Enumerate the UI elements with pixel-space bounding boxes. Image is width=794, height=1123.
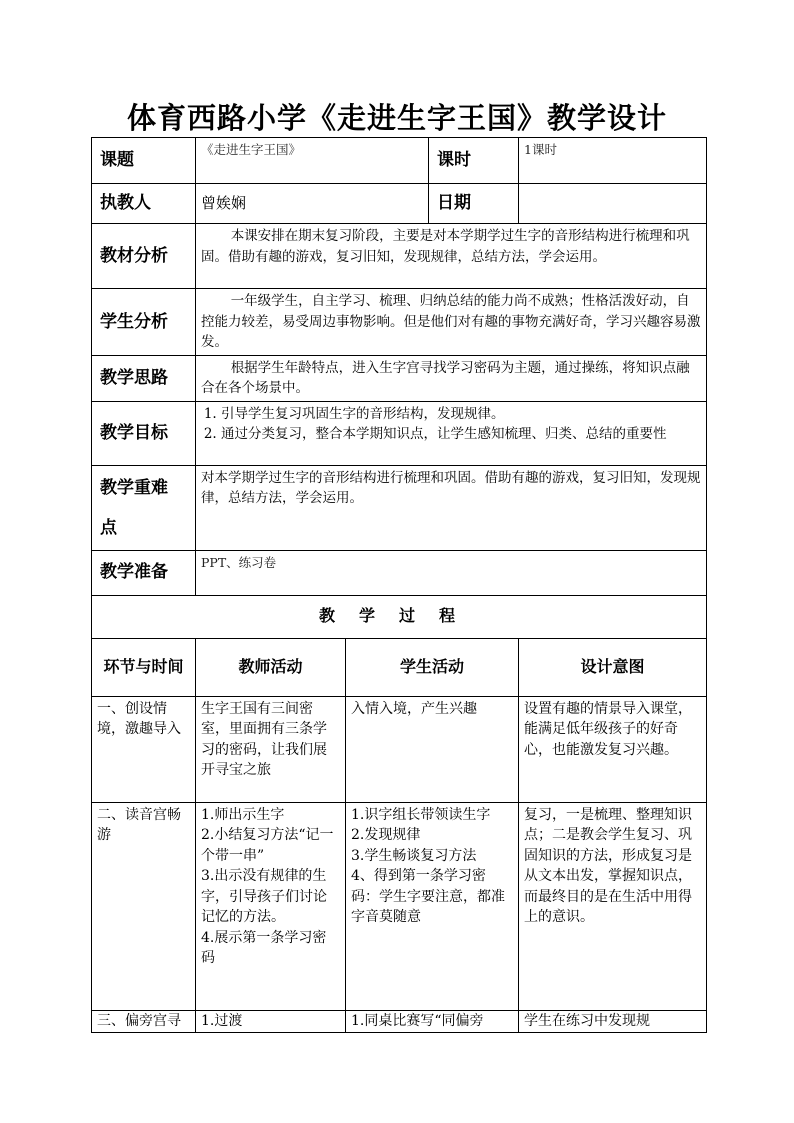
keypoints-text: 对本学期学过生字的音形结构进行梳理和巩固。借助有趣的游戏，复习旧知，发现规律，总结方法，学会运用。 <box>196 465 707 550</box>
row2-stage: 二、读音宫畅游 <box>92 802 196 1010</box>
document-title: 体育西路小学《走进生字王国》教学设计 <box>126 101 667 135</box>
student-analysis-text: 一年级学生，自主学习、梳理、归纳总结的能力尚不成熟；性格活泼好动，自控能力较差，易受周边事物影响。但是他们对有趣的事物充满好奇，学习兴趣容易激发。 <box>196 289 707 356</box>
lesson-plan-table <box>91 137 707 1033</box>
col-header-intent: 设计意图 <box>519 638 707 696</box>
row3-student-line: 1.同桌比赛写“同偏旁 <box>351 1012 484 1029</box>
row2-intent: 复习，一是梳理、整理知识点；二是教会学生复习、巩固知识的方法，形成复习是从文本出发，掌握知识点，而最终目的是在生活中用得上的意识。 <box>519 802 707 1010</box>
col-header-teacher: 教师活动 <box>196 638 346 696</box>
keypoints-label-line1: 教学重难 <box>100 477 168 498</box>
approach-text: 根据学生年龄特点，进入生字宫寻找学习密码为主题，通过操练，将知识点融合在各个场景中。 <box>196 355 707 401</box>
row2-student-line: 4、得到第一条学习密码：学生字要注意，都准字音莫随意 <box>351 868 505 925</box>
row3-intent: 学生在练习中发现规 <box>519 1010 707 1032</box>
row2-teacher-line: 4.展示第一条学习密码 <box>201 929 327 966</box>
teacher-label: 执教人 <box>92 184 196 224</box>
goals-cell <box>196 401 707 465</box>
topic-value: 《走进生字王国》 <box>196 138 429 184</box>
goal-item: 1. 引导学生复习巩固生字的音形结构，发现规律。 <box>221 404 701 425</box>
material-label: 教材分析 <box>92 224 196 289</box>
row1-stage: 一、创设情境，激趣导入 <box>92 696 196 802</box>
prep-text: PPT、练习卷 <box>196 550 707 595</box>
student-analysis-label: 学生分析 <box>92 289 196 356</box>
keypoints-label-line2: 点 <box>100 517 117 538</box>
row1-student-line: 入情入境，产生兴趣 <box>351 700 477 717</box>
date-value <box>519 184 707 224</box>
prep-label: 教学准备 <box>92 550 196 595</box>
keypoints-label <box>92 465 196 550</box>
date-label: 日期 <box>429 184 519 224</box>
hours-value: 1课时 <box>519 138 707 184</box>
goal-item: 2. 通过分类复习，整合本学期知识点，让学生感知梳理、归类、总结的重要性 <box>221 424 701 445</box>
process-heading: 教学过程 <box>92 595 707 638</box>
material-text: 本课安排在期末复习阶段，主要是对本学期学过生字的音形结构进行梳理和巩固。借助有趣的游戏，复习旧知，发现规律，总结方法，学会运用。 <box>196 224 707 289</box>
row1-student <box>346 696 519 802</box>
row2-teacher-line: 1.师出示生字 <box>201 806 285 823</box>
row2-teacher-line: 2.小结复习方法“记一个带一串” <box>201 827 334 864</box>
col-header-stage: 环节与时间 <box>92 638 196 696</box>
row3-student <box>346 1010 519 1032</box>
row2-student <box>346 802 519 1010</box>
row1-teacher-line: 生字王国有三间密室，里面拥有三条学习的密码，让我们展开寻宝之旅 <box>201 700 327 778</box>
row3-teacher <box>196 1010 346 1032</box>
row1-teacher <box>196 696 346 802</box>
row3-teacher-line: 1.过渡 <box>201 1012 243 1029</box>
row2-student-line: 2.发现规律 <box>351 827 421 843</box>
row2-student-line: 3.学生畅谈复习方法 <box>351 847 477 864</box>
col-header-student: 学生活动 <box>346 638 519 696</box>
goals-label: 教学目标 <box>92 401 196 465</box>
teacher-value: 曾娭娴 <box>196 184 429 224</box>
row3-stage: 三、偏旁宫寻 <box>92 1010 196 1032</box>
hours-label: 课时 <box>429 138 519 184</box>
row2-student-line: 1.识字组长带领读生字 <box>351 806 491 823</box>
approach-label: 教学思路 <box>92 355 196 401</box>
topic-label: 课题 <box>92 138 196 184</box>
row1-intent: 设置有趣的情景导入课堂，能满足低年级孩子的好奇心，也能激发复习兴趣。 <box>519 696 707 802</box>
row2-teacher-line: 3.出示没有规律的生字，引导孩子们讨论记忆的方法。 <box>201 868 327 925</box>
row2-teacher <box>196 802 346 1010</box>
